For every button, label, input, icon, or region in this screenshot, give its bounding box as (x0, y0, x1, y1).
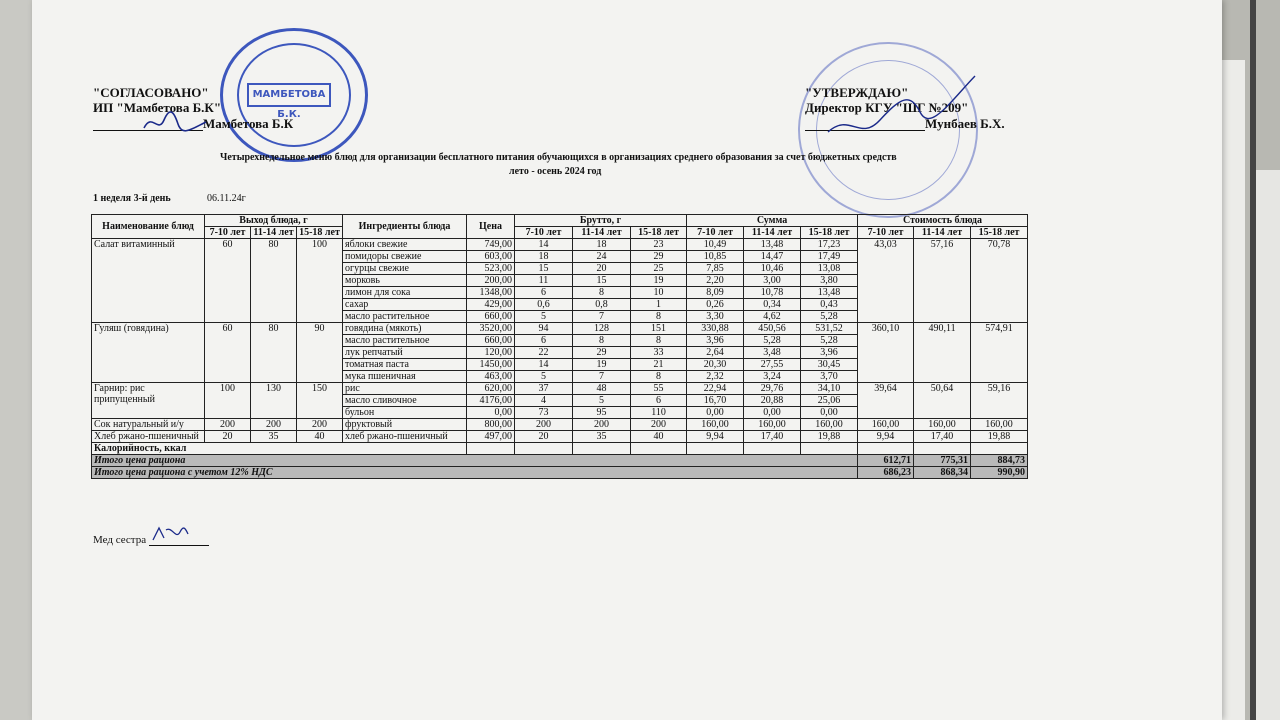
ingredient-sum: 3,96 (687, 335, 744, 347)
header-age: 11-14 лет (251, 227, 297, 239)
ingredient-row (92, 431, 1028, 443)
approved-right-org: Директор КГУ "ШГ №209" (805, 100, 969, 115)
ingredient-name: яблоки свежие (343, 239, 467, 251)
ingredient-sum: 17,49 (801, 251, 858, 263)
nurse-handwritten-signature (150, 524, 190, 544)
approved-right-name: Мунбаев Б.Х. (925, 116, 1005, 131)
ingredient-sum: 29,76 (744, 383, 801, 395)
ingredient-sum: 5,28 (744, 335, 801, 347)
ingredient-sum: 0,00 (801, 407, 858, 419)
approved-left-org: ИП "Мамбетова Б.К" (93, 100, 222, 115)
ingredient-sum: 5,28 (801, 335, 858, 347)
ingredient-price: 1348,00 (467, 287, 515, 299)
ingredient-sum: 0,00 (744, 407, 801, 419)
header-age: 15-18 лет (297, 227, 343, 239)
ingredient-name: фруктовый (343, 419, 467, 431)
dish-output: 200 (297, 419, 343, 431)
ingredient-brutto: 14 (515, 359, 573, 371)
ingredient-sum: 10,85 (687, 251, 744, 263)
ingredient-sum: 450,56 (744, 323, 801, 335)
ingredient-brutto: 8 (631, 335, 687, 347)
ingredient-brutto: 0,8 (573, 299, 631, 311)
ingredient-name: масло растительное (343, 311, 467, 323)
ingredient-brutto: 200 (631, 419, 687, 431)
menu-date: 06.11.24г (207, 193, 246, 204)
dish-output: 200 (251, 419, 297, 431)
ingredient-brutto: 128 (573, 323, 631, 335)
header-age: 15-18 лет (971, 227, 1028, 239)
ingredient-price: 497,00 (467, 431, 515, 443)
ingredient-brutto: 8 (573, 287, 631, 299)
header-age: 7-10 лет (205, 227, 251, 239)
ingredient-brutto: 18 (573, 239, 631, 251)
right-handwritten-signature (820, 72, 980, 142)
dish-cost: 574,91 (971, 323, 1028, 383)
ingredient-sum: 2,32 (687, 371, 744, 383)
ingredient-brutto: 29 (631, 251, 687, 263)
ingredient-row (92, 419, 1028, 431)
dish-name: Сок натуральный и/у (92, 419, 205, 431)
dish-output: 90 (297, 323, 343, 383)
ingredient-price: 800,00 (467, 419, 515, 431)
header-age: 7-10 лет (858, 227, 914, 239)
ingredient-sum: 0,00 (687, 407, 744, 419)
ingredient-name: говядина (мякоть) (343, 323, 467, 335)
ingredient-price: 429,00 (467, 299, 515, 311)
ingredient-sum: 5,28 (801, 311, 858, 323)
total-value: 612,71 (858, 455, 914, 467)
ingredient-brutto: 1 (631, 299, 687, 311)
header-dish: Наименование блюд (92, 215, 205, 239)
ingredient-sum: 14,47 (744, 251, 801, 263)
ingredient-sum: 19,88 (801, 431, 858, 443)
ingredient-brutto: 33 (631, 347, 687, 359)
ingredient-name: огурцы свежие (343, 263, 467, 275)
ingredient-name: бульон (343, 407, 467, 419)
ingredient-brutto: 4 (515, 395, 573, 407)
background-board (1256, 170, 1280, 720)
dish-output: 40 (297, 431, 343, 443)
ingredient-brutto: 29 (573, 347, 631, 359)
ingredient-brutto: 35 (573, 431, 631, 443)
dish-output: 20 (205, 431, 251, 443)
ingredient-name: лимон для сока (343, 287, 467, 299)
ingredient-name: помидоры свежие (343, 251, 467, 263)
dish-output: 100 (205, 383, 251, 419)
menu-table-body (92, 239, 1028, 443)
dish-cost: 57,16 (914, 239, 971, 323)
nurse-label: Мед сестра (93, 534, 147, 546)
ingredient-brutto: 23 (631, 239, 687, 251)
dish-output: 150 (297, 383, 343, 419)
menu-table (91, 214, 1028, 479)
ingredient-sum: 3,70 (801, 371, 858, 383)
ingredient-sum: 0,34 (744, 299, 801, 311)
ingredient-brutto: 5 (573, 395, 631, 407)
ingredient-brutto: 18 (515, 251, 573, 263)
ingredient-brutto: 7 (573, 371, 631, 383)
ingredient-brutto: 200 (515, 419, 573, 431)
ingredient-sum: 330,88 (687, 323, 744, 335)
ingredient-brutto: 6 (515, 335, 573, 347)
ingredient-brutto: 95 (573, 407, 631, 419)
approved-left-name: Мамбетова Б.К (203, 116, 294, 131)
dish-cost: 9,94 (858, 431, 914, 443)
ingredient-brutto: 110 (631, 407, 687, 419)
ingredient-name: рис (343, 383, 467, 395)
left-seal-name: МАМБЕТОВА Б.К. (247, 83, 331, 107)
ingredient-row (92, 383, 1028, 395)
ingredient-sum: 3,24 (744, 371, 801, 383)
ingredient-price: 1450,00 (467, 359, 515, 371)
ingredient-name: мука пшеничная (343, 371, 467, 383)
ingredient-sum: 13,48 (744, 239, 801, 251)
ingredient-brutto: 19 (631, 275, 687, 287)
ingredient-sum: 20,30 (687, 359, 744, 371)
ingredient-brutto: 6 (631, 395, 687, 407)
ingredient-price: 200,00 (467, 275, 515, 287)
ingredient-brutto: 5 (515, 371, 573, 383)
ingredient-sum: 2,20 (687, 275, 744, 287)
ingredient-sum: 4,62 (744, 311, 801, 323)
ingredient-brutto: 25 (631, 263, 687, 275)
total-vat-value: 686,23 (858, 467, 914, 479)
dish-output: 60 (205, 323, 251, 383)
ingredient-brutto: 94 (515, 323, 573, 335)
calories-label: Калорийность, ккал (92, 443, 467, 455)
dish-cost: 39,64 (858, 383, 914, 419)
left-handwritten-signature (140, 108, 210, 136)
dish-cost: 490,11 (914, 323, 971, 383)
header-output: Выход блюда, г (205, 215, 343, 227)
header-sum: Сумма (687, 215, 858, 227)
calories-row (92, 443, 1028, 455)
dish-cost: 17,40 (914, 431, 971, 443)
dish-output: 80 (251, 239, 297, 323)
ingredient-brutto: 10 (631, 287, 687, 299)
total-vat-label: Итого цена рациона с учетом 12% НДС (92, 467, 858, 479)
ingredient-brutto: 0,6 (515, 299, 573, 311)
ingredient-sum: 3,00 (744, 275, 801, 287)
dish-cost: 59,16 (971, 383, 1028, 419)
total-vat-value: 868,34 (914, 467, 971, 479)
ingredient-sum: 3,30 (687, 311, 744, 323)
total-vat-row (92, 467, 1028, 479)
approved-right-title: "УТВЕРЖДАЮ" (805, 85, 909, 100)
dish-cost: 160,00 (858, 419, 914, 431)
ingredient-sum: 3,48 (744, 347, 801, 359)
ingredient-brutto: 19 (573, 359, 631, 371)
ingredient-brutto: 22 (515, 347, 573, 359)
dish-name: Салат витаминный (92, 239, 205, 323)
ingredient-sum: 25,06 (801, 395, 858, 407)
ingredient-price: 749,00 (467, 239, 515, 251)
dish-cost: 160,00 (971, 419, 1028, 431)
header-age: 15-18 лет (801, 227, 858, 239)
ingredient-brutto: 14 (515, 239, 573, 251)
total-value: 884,73 (971, 455, 1028, 467)
ingredient-sum: 10,46 (744, 263, 801, 275)
ingredient-sum: 3,96 (801, 347, 858, 359)
ingredient-sum: 17,23 (801, 239, 858, 251)
ingredient-name: хлеб ржано-пшеничный (343, 431, 467, 443)
ingredient-brutto: 20 (573, 263, 631, 275)
ingredient-brutto: 200 (573, 419, 631, 431)
total-vat-value: 990,90 (971, 467, 1028, 479)
header-ingredients: Ингредиенты блюда (343, 215, 467, 239)
dish-name: Хлеб ржано-пшеничный (92, 431, 205, 443)
header-age: 11-14 лет (744, 227, 801, 239)
total-label: Итого цена рациона (92, 455, 858, 467)
dish-cost: 43,03 (858, 239, 914, 323)
header-price: Цена (467, 215, 515, 239)
ingredient-price: 620,00 (467, 383, 515, 395)
ingredient-brutto: 55 (631, 383, 687, 395)
dish-name: Гарнир: рис припущенный (92, 383, 205, 419)
header-age: 11-14 лет (573, 227, 631, 239)
ingredient-price: 0,00 (467, 407, 515, 419)
dish-cost: 50,64 (914, 383, 971, 419)
ingredient-sum: 27,55 (744, 359, 801, 371)
ingredient-price: 4176,00 (467, 395, 515, 407)
ingredient-brutto: 24 (573, 251, 631, 263)
ingredient-sum: 160,00 (801, 419, 858, 431)
dish-cost: 19,88 (971, 431, 1028, 443)
ingredient-name: масло растительное (343, 335, 467, 347)
ingredient-name: лук репчатый (343, 347, 467, 359)
ingredient-brutto: 6 (515, 287, 573, 299)
ingredient-brutto: 37 (515, 383, 573, 395)
ingredient-brutto: 8 (631, 311, 687, 323)
ingredient-sum: 34,10 (801, 383, 858, 395)
dish-cost: 160,00 (914, 419, 971, 431)
dish-output: 130 (251, 383, 297, 419)
ingredient-brutto: 11 (515, 275, 573, 287)
total-row (92, 455, 1028, 467)
ingredient-brutto: 15 (573, 275, 631, 287)
ingredient-sum: 160,00 (687, 419, 744, 431)
ingredient-sum: 3,80 (801, 275, 858, 287)
ingredient-sum: 20,88 (744, 395, 801, 407)
ingredient-brutto: 48 (573, 383, 631, 395)
ingredient-price: 660,00 (467, 335, 515, 347)
dish-name: Гуляш (говядина) (92, 323, 205, 383)
ingredient-brutto: 8 (573, 335, 631, 347)
ingredient-sum: 22,94 (687, 383, 744, 395)
ingredient-sum: 531,52 (801, 323, 858, 335)
ingredient-brutto: 7 (573, 311, 631, 323)
left-seal-stamp (220, 28, 368, 162)
ingredient-brutto: 15 (515, 263, 573, 275)
ingredient-brutto: 8 (631, 371, 687, 383)
ingredient-brutto: 20 (515, 431, 573, 443)
dish-output: 100 (297, 239, 343, 323)
ingredient-price: 120,00 (467, 347, 515, 359)
header-cost: Стоимость блюда (858, 215, 1028, 227)
ingredient-name: томатная паста (343, 359, 467, 371)
ingredient-price: 603,00 (467, 251, 515, 263)
ingredient-name: морковь (343, 275, 467, 287)
ingredient-price: 523,00 (467, 263, 515, 275)
ingredient-brutto: 73 (515, 407, 573, 419)
dish-output: 200 (205, 419, 251, 431)
ingredient-sum: 30,45 (801, 359, 858, 371)
ingredient-sum: 17,40 (744, 431, 801, 443)
ingredient-sum: 0,26 (687, 299, 744, 311)
header-age: 7-10 лет (687, 227, 744, 239)
ingredient-price: 3520,00 (467, 323, 515, 335)
ingredient-brutto: 21 (631, 359, 687, 371)
ingredient-sum: 9,94 (687, 431, 744, 443)
header-age: 7-10 лет (515, 227, 573, 239)
total-value: 775,31 (914, 455, 971, 467)
ingredient-sum: 160,00 (744, 419, 801, 431)
ingredient-sum: 13,08 (801, 263, 858, 275)
ingredient-sum: 2,64 (687, 347, 744, 359)
ingredient-brutto: 151 (631, 323, 687, 335)
dish-cost: 360,10 (858, 323, 914, 383)
ingredient-row (92, 239, 1028, 251)
document-season: лето - осень 2024 год (509, 166, 602, 177)
dish-output: 35 (251, 431, 297, 443)
ingredient-sum: 10,78 (744, 287, 801, 299)
week-day-label: 1 неделя 3-й день (93, 193, 171, 204)
dish-cost: 70,78 (971, 239, 1028, 323)
ingredient-sum: 13,48 (801, 287, 858, 299)
ingredient-price: 463,00 (467, 371, 515, 383)
ingredient-sum: 10,49 (687, 239, 744, 251)
ingredient-row (92, 323, 1028, 335)
dish-output: 80 (251, 323, 297, 383)
ingredient-sum: 8,09 (687, 287, 744, 299)
document-title: Четырехнедельное меню блюд для организации бесплатного питания обучающихся в организациях среднего образования за счет бюджетных средств (220, 152, 897, 163)
ingredient-name: сахар (343, 299, 467, 311)
header-brutto: Брутто, г (515, 215, 687, 227)
approved-left-title: "СОГЛАСОВАНО" (93, 85, 209, 100)
header-age: 15-18 лет (631, 227, 687, 239)
ingredient-sum: 16,70 (687, 395, 744, 407)
ingredient-sum: 7,85 (687, 263, 744, 275)
ingredient-sum: 0,43 (801, 299, 858, 311)
ingredient-price: 660,00 (467, 311, 515, 323)
ingredient-brutto: 40 (631, 431, 687, 443)
ingredient-brutto: 5 (515, 311, 573, 323)
header-age: 11-14 лет (914, 227, 971, 239)
dish-output: 60 (205, 239, 251, 323)
ingredient-name: масло сливочное (343, 395, 467, 407)
